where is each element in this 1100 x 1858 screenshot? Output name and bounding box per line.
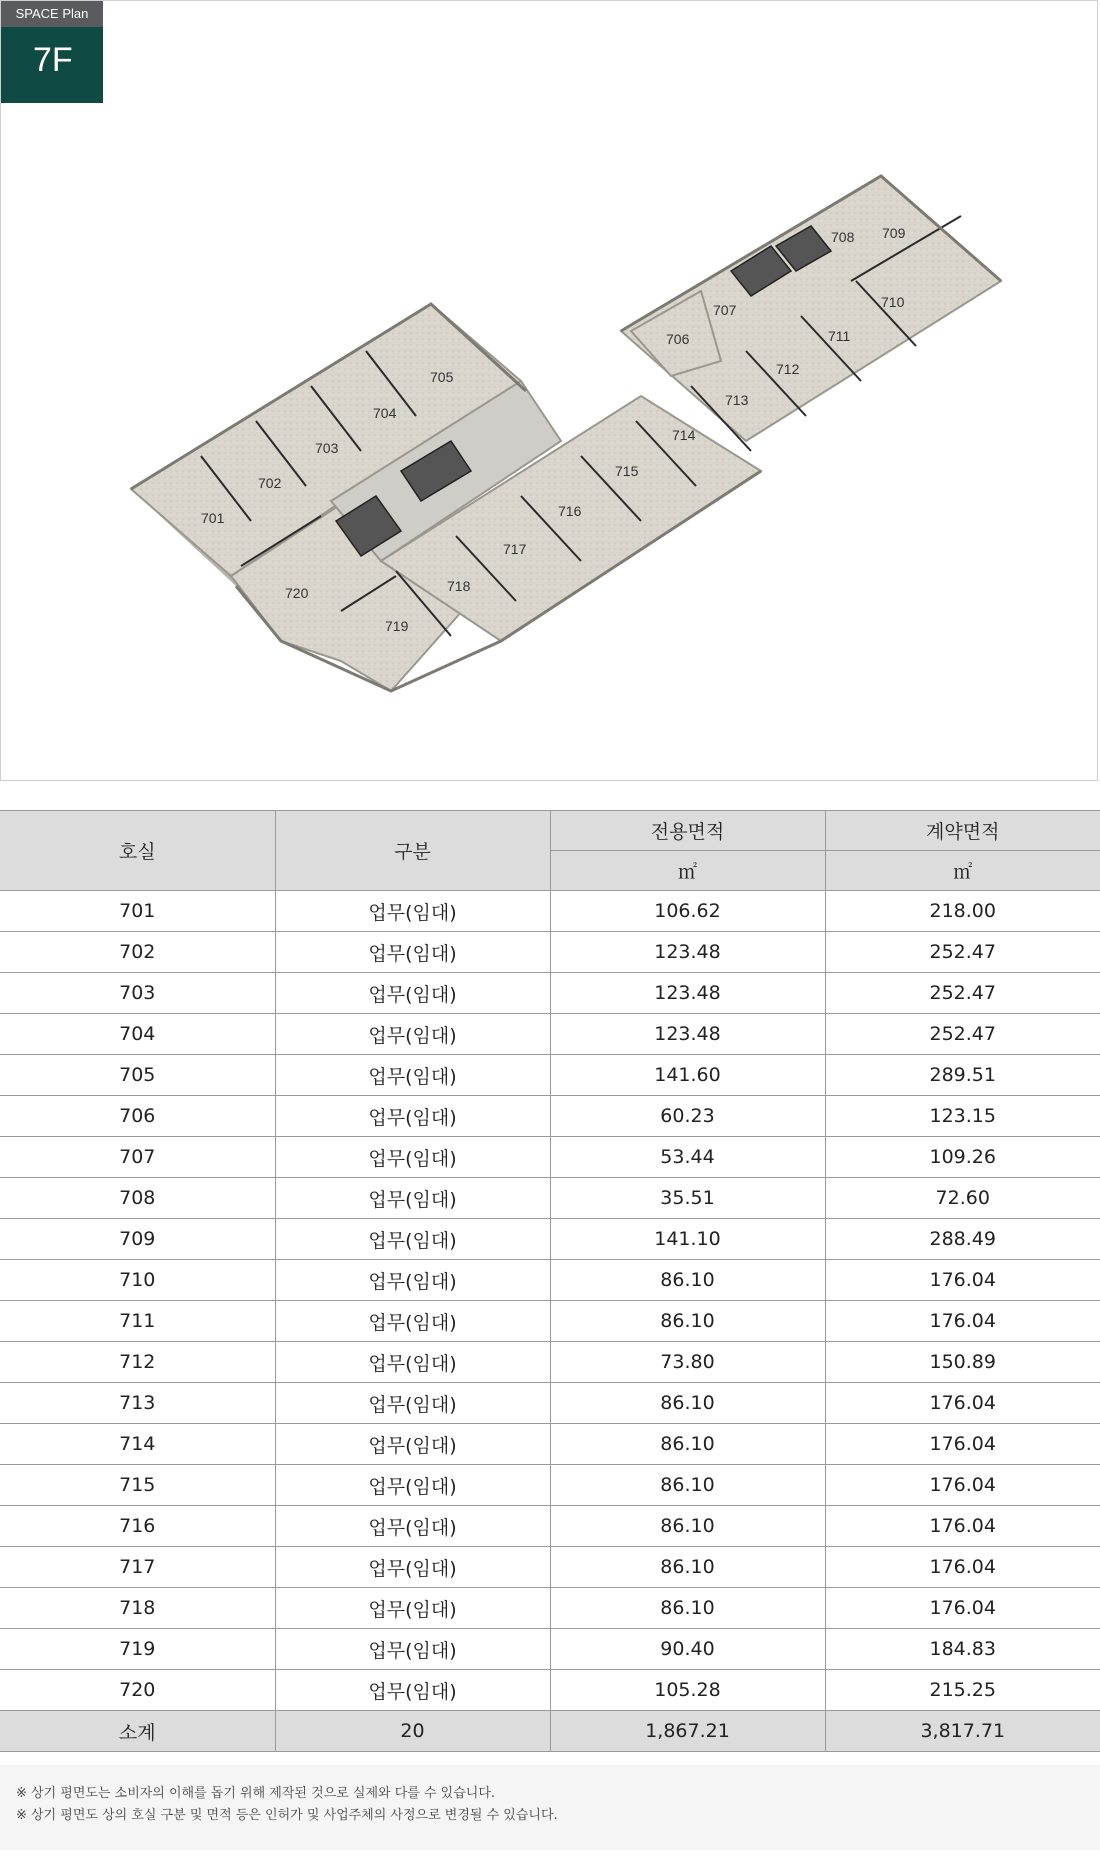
cell-room: 714 <box>0 1424 275 1465</box>
room-label-705: 705 <box>430 369 454 385</box>
cell-contract: 176.04 <box>825 1547 1100 1588</box>
floor-plan-panel <box>0 0 1098 781</box>
cell-contract: 176.04 <box>825 1465 1100 1506</box>
cell-type: 업무(임대) <box>275 973 550 1014</box>
cell-contract: 289.51 <box>825 1055 1100 1096</box>
table-row <box>0 1342 1100 1383</box>
table-row <box>0 1506 1100 1547</box>
table-row <box>0 1260 1100 1301</box>
table-row <box>0 1014 1100 1055</box>
cell-type: 업무(임대) <box>275 1219 550 1260</box>
cell-contract: 176.04 <box>825 1424 1100 1465</box>
room-label-707: 707 <box>713 302 737 318</box>
cell-contract: 184.83 <box>825 1629 1100 1670</box>
cell-room: 702 <box>0 932 275 973</box>
cell-exclusive: 73.80 <box>550 1342 825 1383</box>
cell-contract: 176.04 <box>825 1260 1100 1301</box>
disclaimer-notes <box>0 1765 1100 1850</box>
cell-room: 711 <box>0 1301 275 1342</box>
room-label-711: 711 <box>828 328 851 344</box>
cell-exclusive: 106.62 <box>550 891 825 932</box>
table-row <box>0 1301 1100 1342</box>
cell-room: 718 <box>0 1588 275 1629</box>
cell-exclusive: 86.10 <box>550 1506 825 1547</box>
cell-type: 업무(임대) <box>275 1424 550 1465</box>
room-label-710: 710 <box>881 294 905 310</box>
cell-room: 703 <box>0 973 275 1014</box>
cell-contract: 218.00 <box>825 891 1100 932</box>
cell-contract: 176.04 <box>825 1588 1100 1629</box>
header-contract-unit: ㎡ <box>825 851 1100 891</box>
cell-type: 업무(임대) <box>275 1301 550 1342</box>
total-label: 소계 <box>0 1711 275 1752</box>
cell-exclusive: 86.10 <box>550 1260 825 1301</box>
room-label-701: 701 <box>201 510 225 526</box>
cell-room: 708 <box>0 1178 275 1219</box>
cell-type: 업무(임대) <box>275 891 550 932</box>
table-row <box>0 1629 1100 1670</box>
table-row <box>0 1588 1100 1629</box>
room-label-702: 702 <box>258 475 282 491</box>
room-label-714: 714 <box>672 427 696 443</box>
room-label-715: 715 <box>615 463 639 479</box>
cell-type: 업무(임대) <box>275 1342 550 1383</box>
cell-exclusive: 86.10 <box>550 1383 825 1424</box>
room-label-718: 718 <box>447 578 471 594</box>
cell-room: 710 <box>0 1260 275 1301</box>
cell-room: 719 <box>0 1629 275 1670</box>
cell-type: 업무(임대) <box>275 1014 550 1055</box>
cell-exclusive: 86.10 <box>550 1424 825 1465</box>
cell-contract: 252.47 <box>825 932 1100 973</box>
cell-exclusive: 141.60 <box>550 1055 825 1096</box>
table-row <box>0 1219 1100 1260</box>
room-label-713: 713 <box>725 392 749 408</box>
cell-contract: 150.89 <box>825 1342 1100 1383</box>
cell-room: 705 <box>0 1055 275 1096</box>
cell-exclusive: 123.48 <box>550 1014 825 1055</box>
cell-exclusive: 35.51 <box>550 1178 825 1219</box>
total-row <box>0 1711 1100 1752</box>
cell-type: 업무(임대) <box>275 1547 550 1588</box>
table-row <box>0 973 1100 1014</box>
header-contract-area: 계약면적 <box>825 811 1100 851</box>
table-row <box>0 1465 1100 1506</box>
cell-room: 716 <box>0 1506 275 1547</box>
cell-exclusive: 86.10 <box>550 1547 825 1588</box>
table-row <box>0 1547 1100 1588</box>
cell-type: 업무(임대) <box>275 1670 550 1711</box>
cell-room: 713 <box>0 1383 275 1424</box>
room-label-717: 717 <box>503 541 527 557</box>
cell-contract: 72.60 <box>825 1178 1100 1219</box>
cell-contract: 109.26 <box>825 1137 1100 1178</box>
room-label-719: 719 <box>385 618 409 634</box>
table-row <box>0 1424 1100 1465</box>
header-room: 호실 <box>0 811 275 891</box>
table-row <box>0 932 1100 973</box>
cell-type: 업무(임대) <box>275 1588 550 1629</box>
cell-exclusive: 86.10 <box>550 1465 825 1506</box>
cell-type: 업무(임대) <box>275 1506 550 1547</box>
cell-room: 704 <box>0 1014 275 1055</box>
cell-contract: 176.04 <box>825 1506 1100 1547</box>
cell-contract: 252.47 <box>825 1014 1100 1055</box>
table-row <box>0 1383 1100 1424</box>
table-row <box>0 1096 1100 1137</box>
table-row <box>0 1055 1100 1096</box>
room-label-712: 712 <box>776 361 800 377</box>
cell-contract: 176.04 <box>825 1301 1100 1342</box>
cell-type: 업무(임대) <box>275 1055 550 1096</box>
note-2: ※ 상기 평면도 상의 호실 구분 및 면적 등은 인허가 및 사업주체의 사정으로 변경될 수 있습니다. <box>16 1808 558 1823</box>
cell-type: 업무(임대) <box>275 1629 550 1670</box>
room-label-706: 706 <box>666 331 690 347</box>
cell-type: 업무(임대) <box>275 1096 550 1137</box>
table-row <box>0 1137 1100 1178</box>
cell-contract: 215.25 <box>825 1670 1100 1711</box>
header-exclusive-unit: ㎡ <box>550 851 825 891</box>
cell-room: 706 <box>0 1096 275 1137</box>
cell-type: 업무(임대) <box>275 1178 550 1219</box>
cell-room: 701 <box>0 891 275 932</box>
cell-type: 업무(임대) <box>275 1383 550 1424</box>
header-type: 구분 <box>275 811 550 891</box>
cell-type: 업무(임대) <box>275 1260 550 1301</box>
cell-room: 707 <box>0 1137 275 1178</box>
area-table <box>0 810 1100 1752</box>
cell-contract: 252.47 <box>825 973 1100 1014</box>
total-exclusive: 1,867.21 <box>550 1711 825 1752</box>
header-exclusive-area: 전용면적 <box>550 811 825 851</box>
floor-label: 7F <box>1 27 103 103</box>
cell-contract: 123.15 <box>825 1096 1100 1137</box>
cell-room: 717 <box>0 1547 275 1588</box>
table-row <box>0 1178 1100 1219</box>
cell-exclusive: 86.10 <box>550 1301 825 1342</box>
total-count: 20 <box>275 1711 550 1752</box>
cell-exclusive: 60.23 <box>550 1096 825 1137</box>
room-label-709: 709 <box>882 225 906 241</box>
cell-room: 715 <box>0 1465 275 1506</box>
cell-contract: 288.49 <box>825 1219 1100 1260</box>
cell-exclusive: 123.48 <box>550 932 825 973</box>
cell-room: 720 <box>0 1670 275 1711</box>
cell-exclusive: 86.10 <box>550 1588 825 1629</box>
space-plan-label: SPACE Plan <box>1 1 103 27</box>
cell-exclusive: 90.40 <box>550 1629 825 1670</box>
cell-type: 업무(임대) <box>275 1137 550 1178</box>
cell-exclusive: 53.44 <box>550 1137 825 1178</box>
room-label-720: 720 <box>285 585 309 601</box>
table-row <box>0 891 1100 932</box>
room-label-708: 708 <box>831 229 855 245</box>
note-1: ※ 상기 평면도는 소비자의 이해를 돕기 위해 제작된 것으로 실제와 다를 수 있습니다. <box>16 1786 496 1801</box>
room-label-716: 716 <box>558 503 582 519</box>
cell-room: 712 <box>0 1342 275 1383</box>
cell-room: 709 <box>0 1219 275 1260</box>
total-contract: 3,817.71 <box>825 1711 1100 1752</box>
room-label-704: 704 <box>373 405 397 421</box>
room-label-703: 703 <box>315 440 339 456</box>
floor-plan-drawing <box>1 1 1099 782</box>
cell-contract: 176.04 <box>825 1383 1100 1424</box>
cell-type: 업무(임대) <box>275 932 550 973</box>
cell-exclusive: 141.10 <box>550 1219 825 1260</box>
cell-exclusive: 123.48 <box>550 973 825 1014</box>
table-row <box>0 1670 1100 1711</box>
cell-type: 업무(임대) <box>275 1465 550 1506</box>
cell-exclusive: 105.28 <box>550 1670 825 1711</box>
floor-badge <box>1 1 103 103</box>
